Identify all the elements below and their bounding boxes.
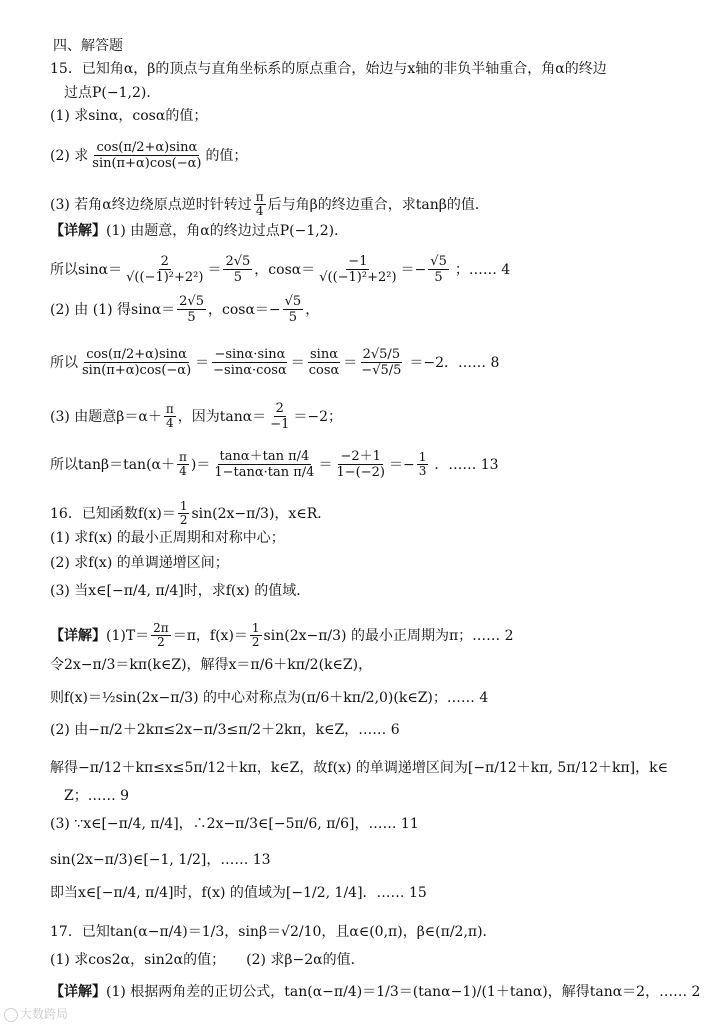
q16-part3: (3) 当x∈[−π/4, π/4]时，求f(x) 的值域． xyxy=(50,583,311,599)
q16-answer-4: (2) 由−π/2＋2kπ≤2x−π/3≤π/2＋2kπ，k∈Z，…… 6 xyxy=(50,722,400,738)
q16-answer-5: 解得−π/12＋kπ≤x≤5π/12＋kπ，k∈Z，故f(x) 的单调递增区间为[−π/12＋kπ, 5π/12＋kπ]，k∈ xyxy=(50,760,668,776)
q15-answer-3: (2) 由 (1) 得sinα＝ $\frac{2√5}{5}$ ，cosα＝− $\frac{√5}{5}$ ， xyxy=(50,294,320,325)
q16-answer-6: (3) ∵x∈[−π/4, π/4]，∴2x−π/3∈[−5π/6, π/6]，…… 11 xyxy=(50,816,419,832)
q15-answer-5: (3) 由题意β＝α＋ $\frac{\pi}{4}$ ，因为tanα＝ $\frac{2}{-1}$ ＝−2； xyxy=(50,401,342,432)
q15-part1: (1) 求sinα，cosα的值； xyxy=(50,108,208,124)
q15-stem: 15．已知角α，β的顶点与直角坐标系的原点重合，始边与x轴的非负半轴重合，角α的终边 xyxy=(50,61,607,77)
q15-answer-1: 【详解】 (1) 由题意，角α的终边过点P(−1,2)． xyxy=(50,223,349,239)
q16-part1: (1) 求f(x) 的最小正周期和对称中心； xyxy=(50,530,285,546)
q16-answer-3: 则f(x)＝½sin(2x−π/3) 的中心对称点为(π/6＋kπ/2,0)(k∈Z)；…… 4 xyxy=(50,690,489,706)
q15-answer-4: 所以 $\frac{\cos(\pi/2+\alpha)\sin\alpha}{\sin(\pi+\alpha)\cos(-\alpha)}$ ＝ $\frac{-\sin\alpha\cdot\sin\alpha}{-\sin\alpha\cdot\cos\alpha}$ ＝ $\frac{\sin\alpha}{\cos\alpha}$ ＝ $\frac{2√5/5}{-√5/5}$ ＝−2．…… 8 xyxy=(50,347,500,378)
q17-stem: 17．已知tan(α−π/4)＝1/3，sinβ＝√2/10，且α∈(0,π)，β∈(π/2,π)． xyxy=(50,924,497,940)
watermark-logo-icon xyxy=(4,1008,18,1022)
q17-parts: (1) 求cos2α，sin2α的值； (2) 求β−2α的值． xyxy=(50,952,365,968)
q16-part2: (2) 求f(x) 的单调递增区间； xyxy=(50,555,229,571)
section-title: 四、解答题 xyxy=(53,38,123,54)
q16-answer-5-cont: Z；…… 9 xyxy=(64,788,130,804)
q16-stem: 16．已知函数f(x)＝ $\frac{1}{2}$ sin(2x−π/3)，x∈R． xyxy=(50,499,332,527)
q17-answer-1: 【详解】 (1) 根据两角差的正切公式，tan(α−π/4)＝1/3＝(tanα−1)/(1＋tanα)，解得tanα＝2，…… 2 xyxy=(50,984,701,1000)
q16-answer-8: 即当x∈[−π/4, π/4]时，f(x) 的值域为[−1/2, 1/4]．…… 15 xyxy=(50,885,427,901)
q15-part2: (2) 求 $\frac{\cos(\pi/2+\alpha)\sin\alpha}{\sin(\pi+\alpha)\cos(-\alpha)}$ 的值； xyxy=(50,140,248,171)
q15-part3: (3) 若角α终边绕原点逆时针转过 $\frac{\pi}{4}$ 后与角β的终边重合，求tanβ的值． xyxy=(50,190,489,218)
q15-answer-2: 所以sinα＝ $\frac{2}{\text{√((−1)²+2²)}}$ ＝ $\frac{2√5}{5}$ ，cosα＝ $\frac{-1}{\text{√((−1)²+2²)}}$ ＝− $\frac{√5}{5}$ ；…… 4 xyxy=(50,254,511,285)
q15-answer-6: 所以tanβ＝tan(α＋ $\frac{\pi}{4}$ )＝ $\frac{\text{tanα＋tan π/4}}{\text{1−tanα·tan π/4}}$ ＝ $\frac{-2+1}{1-(-2)}$ ＝− $\frac{1}{3}$ ．…… 13 xyxy=(50,449,499,480)
q15-stem-cont: 过点P(−1,2)． xyxy=(64,85,161,101)
q16-answer-1: 【详解】 (1)T＝ $\frac{2\pi}{2}$ ＝π，f(x)＝ $\frac{1}{2}$ sin(2x−π/3) 的最小正周期为π；…… 2 xyxy=(50,621,514,649)
q16-answer-7: sin(2x−π/3)∈[−1, 1/2]，…… 13 xyxy=(50,852,271,868)
q16-answer-2: 令2x−π/3＝kπ(k∈Z)，解得x＝π/6＋kπ/2(k∈Z)， xyxy=(50,657,373,673)
watermark: 大数跨局 xyxy=(4,1005,68,1022)
